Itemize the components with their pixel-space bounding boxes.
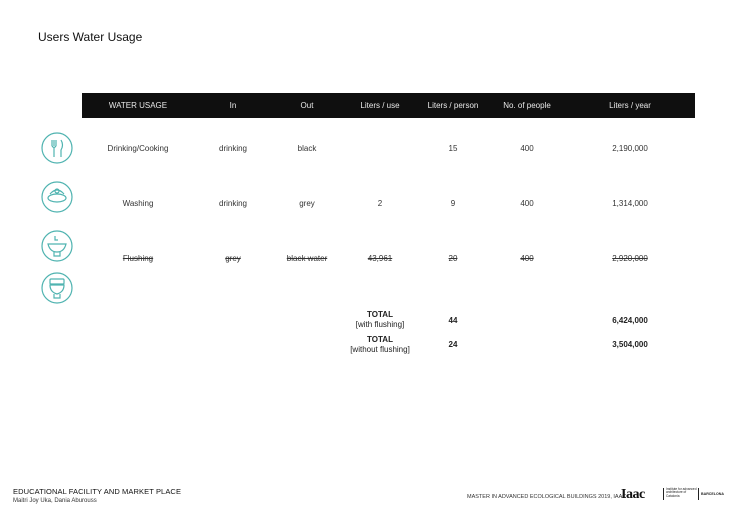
total-without-flushing-label [350, 335, 410, 355]
logo-divider [698, 488, 699, 500]
table-row [0, 144, 730, 158]
table-header [82, 93, 695, 118]
cell-people: 400 [520, 199, 534, 208]
total-with-flushing-liters-person: 44 [448, 316, 458, 325]
total-with-flushing-liters-year: 6,424,000 [612, 316, 648, 325]
header-out: Out [300, 101, 314, 110]
cell-liters-year: 2,190,000 [612, 144, 648, 153]
total-sublabel: [with flushing] [355, 320, 405, 329]
cell-liters-year: 2,920,000 [612, 254, 648, 263]
table-row-struck [0, 254, 730, 268]
cell-liters-use: 43,961 [367, 254, 393, 263]
cell-out: black water [286, 254, 328, 263]
program-label: MASTER IN ADVANCED ECOLOGICAL BUILDINGS 2019, IAAC [467, 494, 627, 500]
cell-usage: Flushing [122, 254, 154, 263]
cell-in: drinking [218, 199, 248, 208]
total-sublabel: [without flushing] [350, 345, 410, 354]
toilet-icon [41, 272, 73, 304]
page-title: Users Water Usage [38, 30, 143, 44]
cell-liters-person: 15 [448, 144, 458, 153]
total-without-flushing-liters-person: 24 [448, 340, 458, 349]
footer-project-info [13, 487, 181, 504]
cell-liters-year: 1,314,000 [612, 199, 648, 208]
logo-divider [663, 488, 664, 500]
cell-out: black [297, 144, 317, 153]
cell-people: 400 [520, 144, 534, 153]
cell-people: 400 [520, 254, 534, 263]
cell-usage: Drinking/Cooking [107, 144, 169, 153]
header-in: In [229, 101, 237, 110]
cell-in: grey [225, 254, 241, 263]
logo-institute: Institute for advanced architecture of Catalonia [666, 487, 697, 498]
cell-liters-use: 2 [377, 199, 383, 208]
logo-mark: Iaac [621, 487, 645, 502]
header-liters-use: Liters / use [360, 101, 400, 110]
total-with-flushing-label [356, 310, 404, 330]
total-without-flushing-liters-year: 3,504,000 [612, 340, 648, 349]
authors: Maitri Joy Uka, Dania Aburouss [13, 498, 97, 504]
total-label: TOTAL [367, 310, 393, 319]
cell-liters-person: 20 [448, 254, 458, 263]
logo-city: BARCELONA [701, 492, 724, 496]
table-row [0, 199, 730, 213]
total-label: TOTAL [367, 335, 393, 344]
project-title: EDUCATIONAL FACILITY AND MARKET PLACE [13, 487, 182, 496]
header-people: No. of people [503, 101, 551, 110]
header-water-usage: WATER USAGE [108, 101, 168, 110]
header-liters-year: Liters / year [609, 101, 651, 110]
cell-usage: Washing [122, 199, 154, 208]
cell-out: grey [299, 199, 315, 208]
cell-in: drinking [218, 144, 248, 153]
cell-liters-person: 9 [450, 199, 456, 208]
header-liters-person: Liters / person [427, 101, 479, 110]
